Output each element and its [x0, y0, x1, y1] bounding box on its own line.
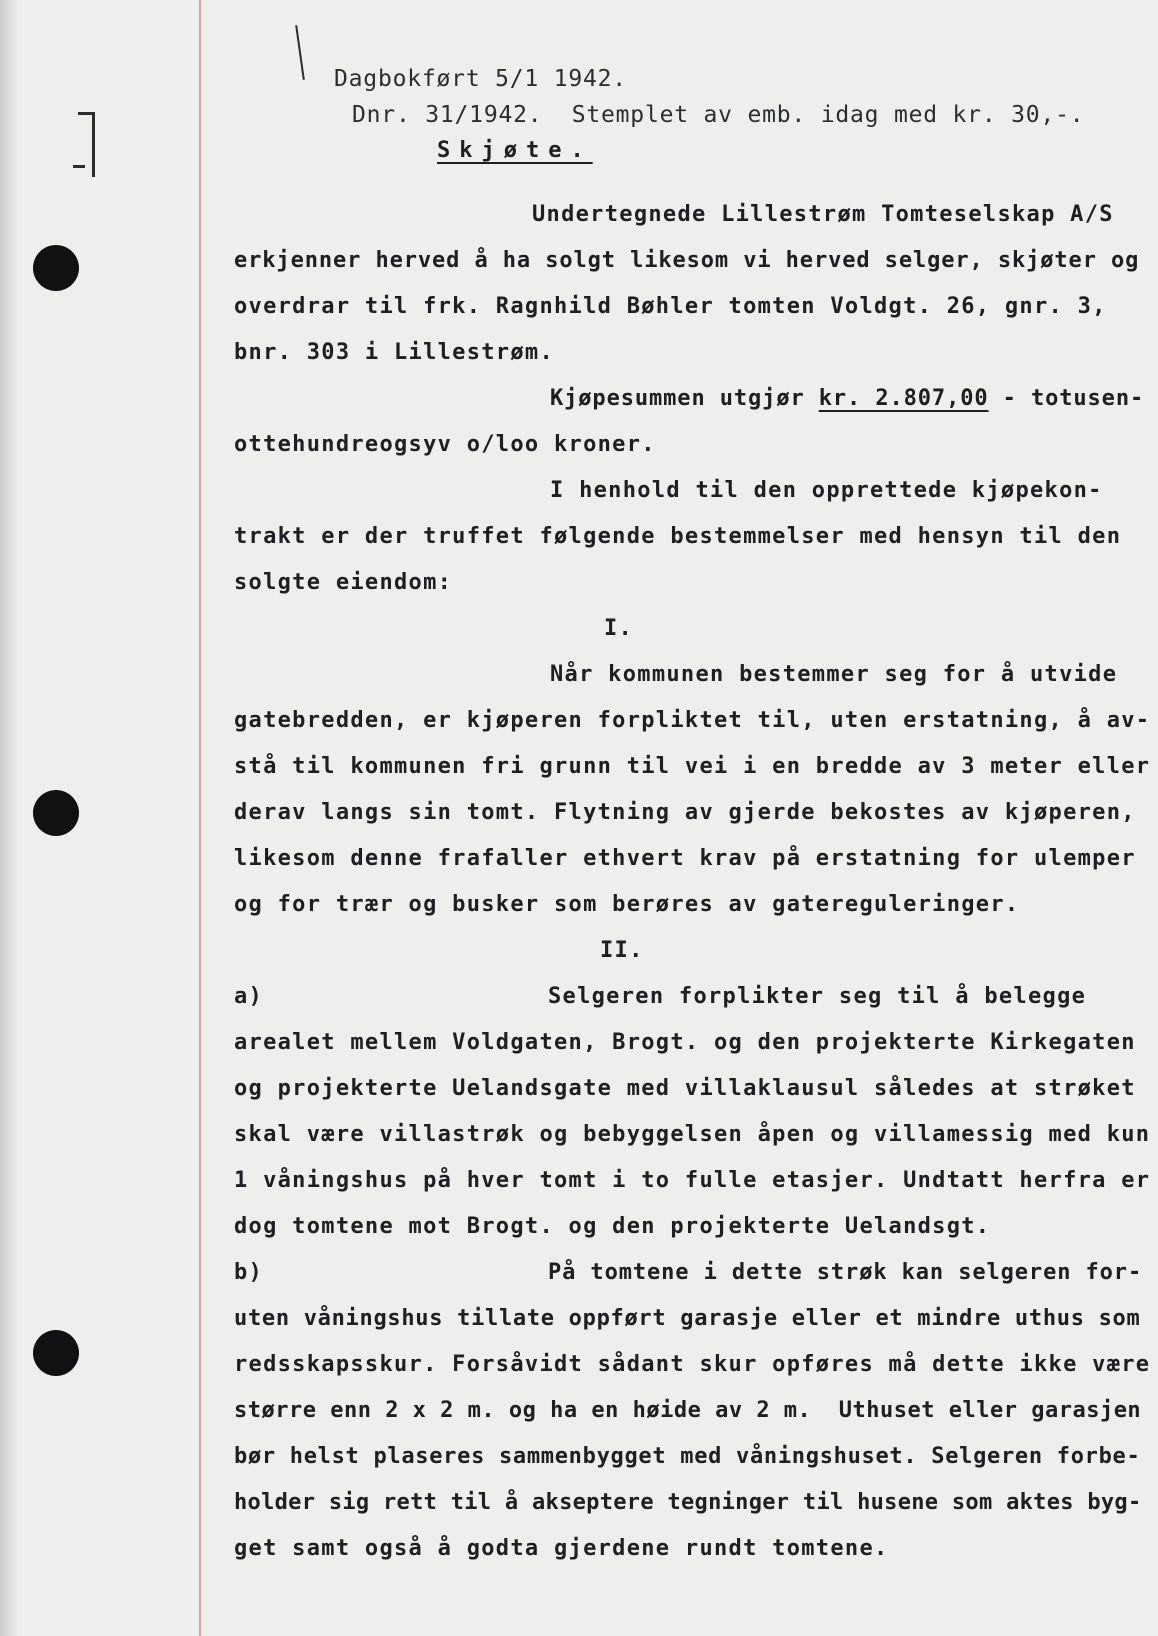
body-line: likesom denne frafaller ethvert krav på erstatning for ulemper — [234, 846, 1136, 871]
registration-date: Dagbokført 5/1 1942. — [334, 66, 627, 92]
punch-hole-middle — [33, 790, 79, 836]
body-line: bør helst plaseres sammenbygget med våningshuset. Selgeren forbe- — [234, 1444, 1141, 1469]
body-line: redsskapsskur. Forsåvidt sådant skur opføres må dette ikke være — [234, 1352, 1151, 1377]
punch-hole-top — [33, 245, 79, 291]
body-line: skal være villastrøk og bebyggelsen åpen og villamessig med kun — [234, 1122, 1151, 1147]
body-line: På tomtene i dette strøk kan selgeren for- — [548, 1260, 1143, 1285]
section-heading-i: I. — [604, 616, 634, 641]
body-line: dog tomtene mot Brogt. og den projekterte Uelandsgt. — [234, 1214, 991, 1239]
margin-mark — [73, 165, 85, 168]
body-line: Selgeren forplikter seg til å belegge — [548, 984, 1087, 1009]
body-line: gatebredden, er kjøperen forpliktet til, uten erstatning, å av- — [234, 708, 1151, 733]
purchase-price-amount: kr. 2.807,00 — [818, 386, 989, 411]
page-edge-shadow — [0, 0, 18, 1636]
body-line: stå til kommunen fri grunn til vei i en bredde av 3 meter eller — [234, 754, 1151, 779]
body-line: Når kommunen bestemmer seg for å utvide — [550, 662, 1118, 687]
body-line: erkjenner herved å ha solgt likesom vi herved selger, skjøter og — [234, 248, 1140, 273]
body-line: overdrar til frk. Ragnhild Bøhler tomten Voldgt. 26, gnr. 3, — [234, 294, 1107, 319]
punch-hole-bottom — [33, 1330, 79, 1376]
body-line: 1 våningshus på hver tomt i to fulle etasjer. Undtatt herfra er — [234, 1168, 1151, 1193]
section-heading-ii: II. — [600, 938, 644, 963]
registration-number: Dnr. 31/1942. Stemplet av emb. idag med kr. 30,-. — [352, 102, 1085, 128]
body-line: get samt også å godta gjerdene rundt tomtene. — [234, 1536, 889, 1561]
body-line: arealet mellem Voldgaten, Brogt. og den projekterte Kirkegaten — [234, 1030, 1136, 1055]
body-line: derav langs sin tomt. Flytning av gjerde bekostes av kjøperen, — [234, 800, 1136, 825]
purchase-price-label: Kjøpesummen utgjør — [550, 386, 819, 411]
body-line: I henhold til den opprettede kjøpekon- — [550, 478, 1103, 503]
document-title: Skjøte. — [437, 138, 593, 163]
body-line: større enn 2 x 2 m. og ha en høide av 2 m. Uthuset eller garasjen — [234, 1398, 1142, 1423]
margin-mark — [78, 112, 92, 115]
body-line: solgte eiendom: — [234, 570, 453, 595]
body-line: holder sig rett til å akseptere tegninger til husene som aktes byg- — [234, 1490, 1142, 1515]
body-line: Undertegnede Lillestrøm Tomteselskap A/S — [532, 202, 1114, 227]
body-line: ottehundreogsyv o/loo kroner. — [234, 432, 656, 457]
margin-rule — [199, 0, 201, 1636]
body-line: uten våningshus tillate oppført garasje eller et mindre uthus som — [234, 1306, 1141, 1331]
purchase-price-words-start: - totusen- — [988, 386, 1145, 411]
purchase-price-line — [550, 384, 1144, 414]
margin-mark — [92, 112, 95, 177]
body-line: bnr. 303 i Lillestrøm. — [234, 340, 554, 365]
clause-label-a: a) — [234, 984, 264, 1009]
margin-mark — [295, 25, 305, 80]
clause-label-b: b) — [234, 1260, 264, 1285]
body-line: og projekterte Uelandsgate med villaklausul således at strøket — [234, 1076, 1136, 1101]
body-line: og for trær og busker som berøres av gatereguleringer. — [234, 892, 1020, 917]
body-line: trakt er der truffet følgende bestemmelser med hensyn til den — [234, 524, 1122, 549]
